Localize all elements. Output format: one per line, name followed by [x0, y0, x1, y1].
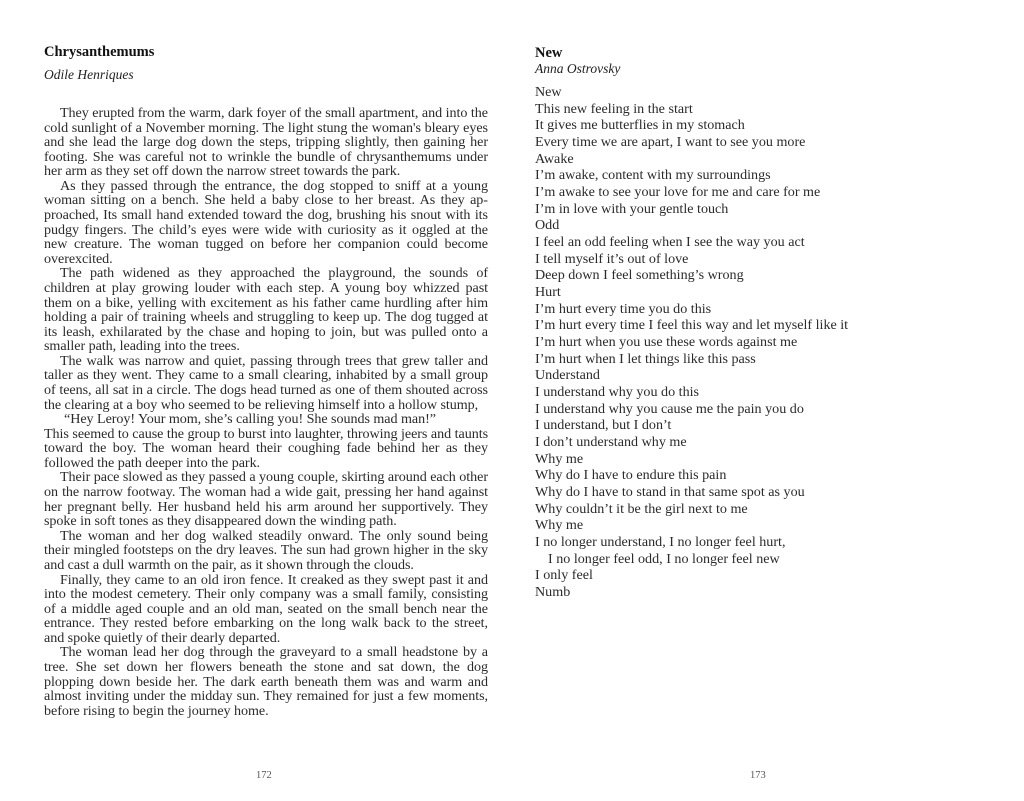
- paragraph: The woman and her dog walked steadily onward. The only sound being their mingled footsteps on the dry leaves. The sun had grown higher in the sky and cast a dull warmth on the pair, as it shown through the clouds.: [44, 527, 488, 573]
- poem-line: Why do I have to stand in that same spot as you: [535, 484, 805, 501]
- paragraph: Finally, they came to an old iron fence. It creaked as they swept past it and into the modest cemetery. Their only company was a small family, consisting of a middle aged couple and an old man, seated on the small bench near the entrance. They rested before embarking on the long walk back to the street, and spoke quietly of their dearly departed.: [44, 571, 488, 646]
- paragraph: As they passed through the entrance, the dog stopped to sniff at a young woman sitting on a bench. She held a baby close to her breast. As they approached, Its small hand extended toward the dog, brushing his snout with its pudgy fingers. The child’s eyes were wide with curiosity as it oggled at the new creature. The woman tugged on before her companion could become overexcited.: [44, 177, 488, 267]
- story-author: Odile Henriques: [44, 67, 134, 82]
- paragraph: This seemed to cause the group to burst into laughter, throwing jeers and taunts toward the boy. The woman heard their coughing fade behind her as they followed the path deeper into the park.: [44, 425, 488, 471]
- poem-line: It gives me butterflies in my stomach: [535, 117, 745, 134]
- poem-line: Numb: [535, 584, 571, 601]
- paragraph: The walk was narrow and quiet, passing through trees that grew taller and taller as they went. They came to a small clearing, inhabited by a small group of teens, all sat in a circle. The dogs head turned as one of them shouted across the clearing at a boy who seemed to be relieving himself into a hollow stump,: [44, 352, 488, 413]
- poem-body: [535, 84, 995, 601]
- poem-line: Hurt: [535, 284, 561, 301]
- poem-line: Why me: [535, 450, 584, 467]
- poem-author: Anna Ostrovsky: [535, 61, 621, 76]
- paragraph: They erupted from the warm, dark foyer of the small apartment, and into the cold sunlight of a November morning. The light stung the woman's bleary eyes and she lead the large dog down the steps, tripping slightly, then gaining her footing. She was careful not to wrinkle the bundle of chrysanthemums under her arm as they set off down the narrow street towards the park.: [44, 105, 488, 180]
- poem-line: Why do I have to endure this pain: [535, 467, 727, 484]
- poem-line: Why couldn’t it be the girl next to me: [535, 500, 748, 517]
- poem-line: I tell myself it’s out of love: [535, 250, 689, 267]
- page-number: 173: [750, 770, 766, 781]
- poem-line: I only feel: [535, 567, 593, 584]
- poem-line: I’m hurt when you use these words against me: [535, 334, 798, 351]
- poem-line: I no longer feel odd, I no longer feel new: [548, 550, 780, 567]
- poem-line: Why me: [535, 517, 584, 534]
- poem-line: Awake: [535, 150, 574, 167]
- paragraph: The woman lead her dog through the graveyard to a small headstone by a tree. She set down her flowers beneath the stone and sat down, the dog plopping down beside her. The dark earth beneath them was and warm and almost inviting under the midday sun. They remained for just a few moments, before rising to begin the journey home.: [44, 644, 488, 719]
- poem-line: Odd: [535, 217, 560, 234]
- poem-line: I feel an odd feeling when I see the way you act: [535, 234, 805, 251]
- poem-line: I’m awake, content with my surroundings: [535, 167, 771, 184]
- page-number: 172: [256, 770, 272, 781]
- paragraph: Their pace slowed as they passed a young couple, skirting around each other on the narrow footway. The woman had a wide gait, pressing her hand against her pregnant belly. Her husband held his arm around her supportively. They spoke in soft tones as they disappeared down the winding path.: [44, 469, 488, 530]
- story-title: Chrysanthemums: [44, 44, 155, 60]
- poem-line: I no longer understand, I no longer feel hurt,: [535, 534, 786, 551]
- poem-line: Every time we are apart, I want to see you more: [535, 134, 806, 151]
- poem-line: I don’t understand why me: [535, 434, 687, 451]
- poem-line: I understand why you cause me the pain you do: [535, 400, 804, 417]
- poem-line: Understand: [535, 367, 600, 384]
- poem-line: I understand why you do this: [535, 384, 700, 401]
- story-body: [44, 106, 488, 718]
- poem-line: I’m awake to see your love for me and care for me: [535, 184, 821, 201]
- poem-line: I’m in love with your gentle touch: [535, 200, 729, 217]
- paragraph: The path widened as they approached the playground, the sounds of children at play growing louder with each step. A young boy whizzed past them on a bike, yelling with excitement as his father came hurdling after him holding a pair of training wheels and struggling to keep up. The dog tugged at its leash, exhilarated by the chase and hoping to join, but was pulled onto a smaller path, leading into the trees.: [44, 265, 488, 355]
- poem-line: Deep down I feel something’s wrong: [535, 267, 744, 284]
- poem-line: I understand, but I don’t: [535, 417, 672, 434]
- poem-line: This new feeling in the start: [535, 100, 693, 117]
- poem-line: I’m hurt when I let things like this pass: [535, 350, 756, 367]
- poem-title: New: [535, 45, 563, 61]
- poem-line: I’m hurt every time I feel this way and let myself like it: [535, 317, 849, 334]
- poem-line: I’m hurt every time you do this: [535, 300, 712, 317]
- paragraph-quote: “Hey Leroy! Your mom, she’s calling you! She sounds mad man!”: [64, 411, 436, 428]
- poem-line: New: [535, 84, 562, 100]
